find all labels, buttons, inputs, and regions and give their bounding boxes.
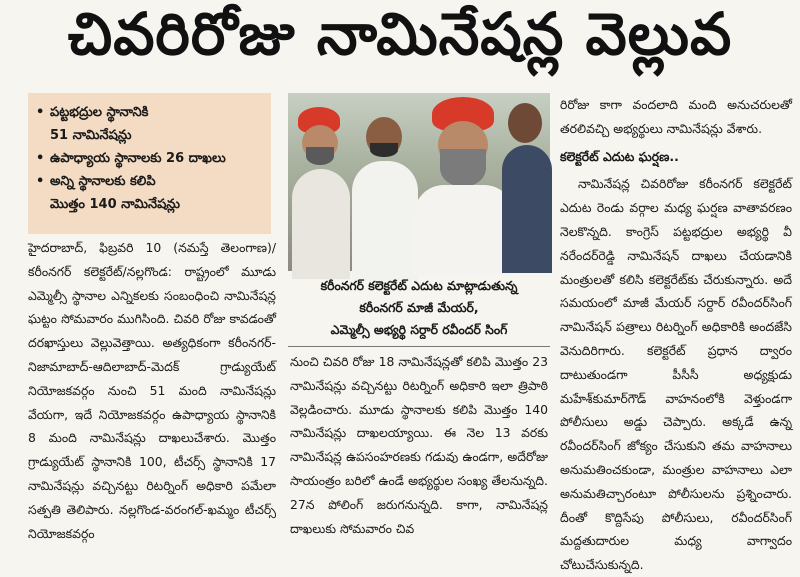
left-column-text: హైదరాబాద్, ఫిబ్రవరి 10 (నమస్తే తెలంగాణ)/కరీంనగర్ కలెక్టరేట్/నల్లగొండ: రాష్ట్రంలో మూడు ఎమ్మెల్సీ స్థానాల ఎన్నికలకు సంబంధించి నామినేషన్ల ఘట్టం సోమవారం ముగిసింది. చివరి రోజు కావడంతో దరఖాస్తులు వెల్లువెత్తాయి. అత్యధికంగా కరీంనగర్-నిజామాబాద్-ఆదిలాబాద్-మెదక్ గ్రాడ్యుయేట్ నియోజకవర్గం నుంచి 51 మంది నామినేషన్లు వేయగా, ఇదే నియోజకవర్గం ఉపాధ్యాయ స్థానానికి 8 మంది నామినేషన్లు దాఖలుచేశారు. మొత్తం గ్రాడ్యుయేట్ స్థానానికి 100, టీచర్స్ స్థానానికి 17 నామినేషన్లు వచ్చినట్టు రిటర్నింగ్ అధికారి పమేలా సత్పతి తెలిపారు. నల్లగొండ-వరంగల్-ఖమ్మం టీచర్స్ నియోజకవర్గం: [28, 240, 276, 541]
right-column: [560, 93, 792, 573]
section-subhead: కలెక్టరేట్ ఎదుట ఘర్షణ..: [560, 148, 679, 164]
photo-person: [292, 103, 352, 273]
highlight-line: ఉపాధ్యాయ స్థానాలకు 26 దాఖలు: [50, 151, 226, 166]
bullet-icon: •: [36, 105, 45, 120]
right-column-body: నామినేషన్ల చివరిరోజు కరీంనగర్ కలెక్టరేట్ ఎదుట రెండు వర్గాల మధ్య ఘర్షణ వాతావరణం నెలకొన్నది. కాంగ్రెస్ పట్టభద్రుల అభ్యర్థి వీ నరేందర్‌రెడ్డి నామినేషన్ దాఖలు చేయడానికి మంత్రులతో కలిసి కలెక్టరేట్‌కు చేరుకున్నారు. అదే సమయంలో మాజీ మేయర్ సర్దార్ రవీందర్‌సింగ్ నామినేషన్ పత్రాలు రిటర్నింగ్ అధికారికి అందజేసి వెనుదిరిగారు. కలెక్టరేట్ ప్రధాన ద్వారం దాటుతుండగా పీసీసీ అధ్యక్షుడు మహేశ్‌కుమార్‌గౌడ్ వాహనంలోకి వెళ్తుండగా పోలీసులు అడ్డు చెప్పారు. అక్కడే ఉన్న రవీందర్‌సింగ్ జోక్యం చేసుకుని తమ వాహనాలు అనుమతించకుండా, మంత్రుల వాహనాలు ఎలా అనుమతిచ్చారంటూ పోలీసులను ప్రశ్నించారు. దీంతో కొద్దిసేపు పోలీసులు, రవీందర్‌సింగ్ మద్దతుదారుల మధ్య వాగ్వాదం చోటుచేసుకున్నది.: [560, 176, 792, 573]
caption-line: కరీంనగర్ కలెక్టరేట్ ఎదుట మాట్లాడుతున్న: [320, 278, 518, 293]
news-photo: [288, 93, 550, 271]
middle-column: [290, 350, 548, 556]
highlight-line: మొత్తం 140 నామినేషన్లు: [50, 197, 181, 212]
bullet-icon: •: [36, 174, 45, 189]
highlight-item: [36, 147, 263, 170]
photo-caption: [288, 271, 550, 347]
highlight-item: [36, 170, 263, 216]
middle-column-text: నుంచి చివరి రోజు 18 నామినేషన్లతో కలిపి మొత్తం 23 నామినేషన్లు వచ్చినట్టు రిటర్నింగ్ అధికారి ఇలా త్రిపాఠి వెల్లడించారు. మూడు స్థానాలకు కలిపి మొత్తం 140 నామినేషన్లు దాఖలయ్యాయి. ఈ నెల 13 వరకు నామినేషన్ల ఉపసంహరణకు గడువు ఉండగా, అదేరోజు సాయంత్రం బరిలో ఉండే అభ్యర్థుల సంఖ్య తేలనున్నది. 27న పోలింగ్ జరుగనున్నది. కాగా, నామినేషన్ల దాఖలుకు సోమవారం చివ: [290, 354, 548, 536]
caption-line: ఎమ్మెల్సీ అభ్యర్థి సర్దార్ రవీందర్ సింగ్: [330, 322, 508, 337]
left-column: [28, 236, 276, 556]
bullet-icon: •: [36, 151, 45, 166]
headline: చివరిరోజు నామినేషన్ల వెల్లువ: [67, 0, 733, 68]
highlight-box: [28, 93, 271, 234]
photo-person: [502, 97, 552, 273]
highlight-line: 51 నామినేషన్లు: [50, 128, 132, 143]
highlight-line: అన్ని స్థానాలకు కలిపి: [50, 174, 156, 189]
right-column-top: రిరోజు కాగా వందలాది మంది అనుచరులతో తరలివచ్చి అభ్యర్థులు నామినేషన్లు వేశారు.: [560, 97, 792, 136]
highlight-item: [36, 101, 263, 147]
highlight-line: పట్టభద్రుల స్థానానికి: [50, 105, 149, 120]
caption-line: కరీంనగర్ మాజీ మేయర్,: [359, 300, 479, 315]
